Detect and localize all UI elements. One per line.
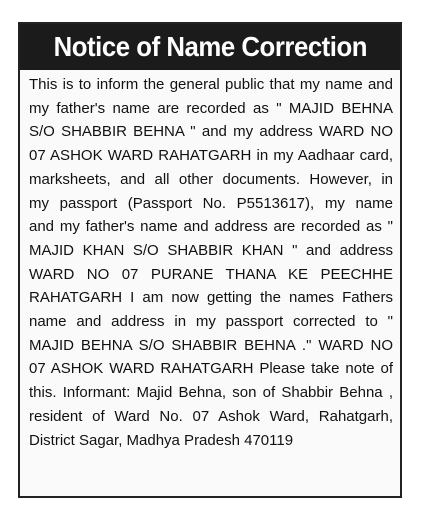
body-line: This is to inform the general public that my name and — [29, 76, 393, 93]
body-line: WARD NO 07 PURANE THANA KE PEECHHE — [29, 265, 393, 283]
body-line: MAJID KHAN S/O SHABBIR KHAN " and address — [29, 241, 393, 259]
notice-box — [18, 22, 402, 498]
body-line: this. Informant: Majid Behna, son of Shabbir Behna , — [29, 384, 393, 402]
notice-body — [29, 73, 393, 452]
body-line: my father's name are recorded as " MAJID BEHNA — [29, 99, 393, 117]
body-line: 07 ASHOK WARD RAHATGARH in my Aadhaar card, — [29, 147, 393, 165]
body-line: my passport (Passport No. P5513617), my name — [29, 194, 393, 212]
body-line: marksheets, and all other documents. However, in — [29, 170, 393, 188]
body-line: name and address in my passport corrected to " — [29, 313, 393, 331]
body-line: 07 ASHOK WARD RAHATGARH Please take note of — [29, 360, 393, 378]
body-line: RAHATGARH I am now getting the names Fathers — [29, 289, 393, 307]
body-line: resident of Ward No. 07 Ashok Ward, Rahatgarh, — [29, 407, 393, 425]
title-bar — [20, 24, 400, 70]
notice-title: Notice of Name Correction — [53, 31, 367, 62]
body-line: and my father's name and address are recorded as " — [29, 218, 393, 236]
body-line: MAJID BEHNA S/O SHABBIR BEHNA ." WARD NO — [29, 336, 393, 354]
body-line: District Sagar, Madhya Pradesh 470119 — [29, 431, 294, 449]
body-line: S/O SHABBIR BEHNA " and my address WARD NO — [29, 123, 393, 141]
